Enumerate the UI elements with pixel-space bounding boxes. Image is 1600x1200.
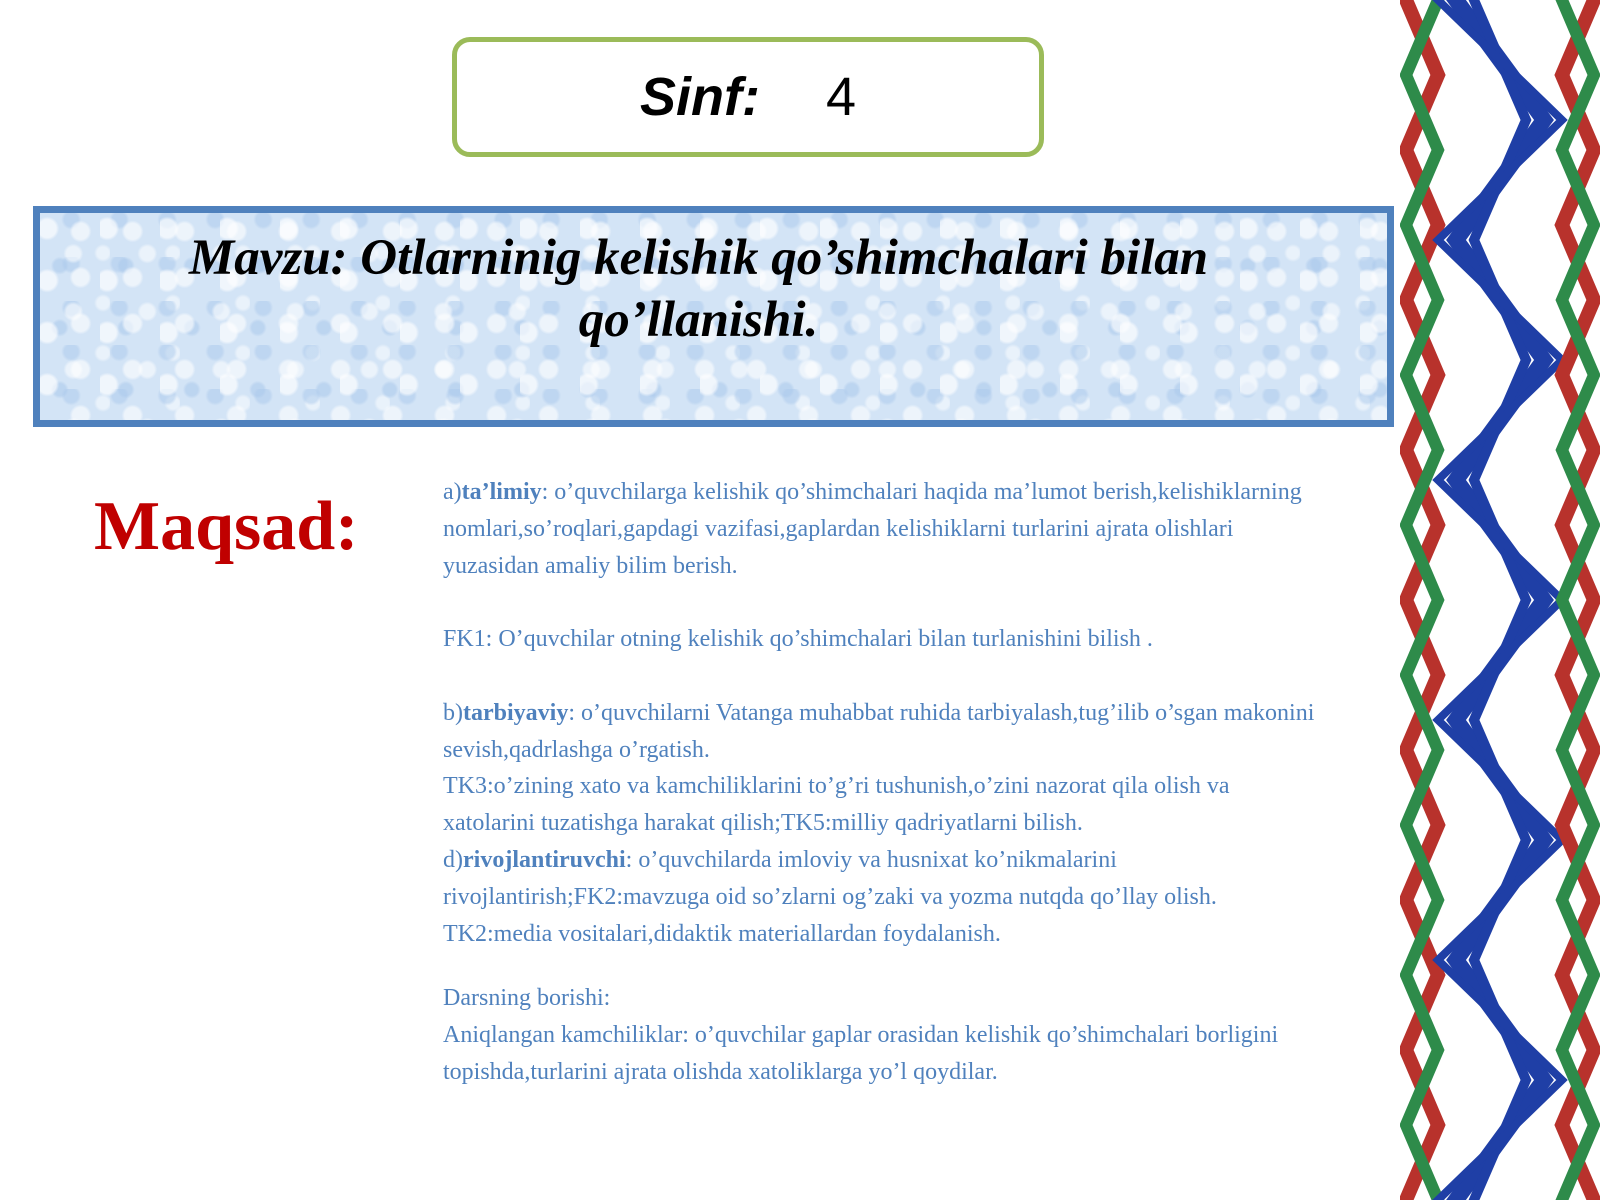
grade-box xyxy=(452,37,1044,157)
goal-upbringing-text: : o’quvchilarni Vatanga muhabbat ruhida tarbiyalash,tug’ilib o’sgan makonini sevish,qadrlashga o’rgatish. xyxy=(443,699,1315,763)
spacer xyxy=(443,584,1323,621)
spacer xyxy=(443,952,1323,980)
ornament-graphic xyxy=(1400,0,1600,1200)
topic-banner xyxy=(33,206,1394,427)
goal-developmental-text: : o’quvchilarda imloviy va husnixat ko’nikmalarini rivojlantirish;FK2:mavzuga oid so’zlarni og’zaki va yozma nutqda qo’llay olish. TK2:media vositalari,didaktik materiallardan foydalanish. xyxy=(443,846,1217,947)
competence-tk: TK3:o’zining xato va kamchiliklarini to’g’ri tushunish,o’zini nazorat qila olish va xatolarini tuzatishga harakat qilish;TK5:milliy qadriyatlarni bilish. xyxy=(443,773,1230,837)
goal-upbringing-term: tarbiyaviy xyxy=(463,699,569,726)
goal-heading: Maqsad: xyxy=(94,488,359,565)
goal-body xyxy=(443,474,1323,1091)
identified-shortcomings: Aniqlangan kamchiliklar: o’quvchilar gaplar orasidan kelishik qo’shimchalari borligini topishda,turlarini ajrata olishda xatoliklarga yo’l qoydilar. xyxy=(443,1022,1279,1085)
topic-title xyxy=(40,227,1387,351)
lesson-progress-heading: Darsning borishi: xyxy=(443,985,611,1012)
goal-upbringing-prefix: b) xyxy=(443,699,463,726)
uzbek-ikat-pattern-icon xyxy=(1400,0,1600,1200)
goal-educational-term: ta’limiy xyxy=(461,479,542,505)
goal-developmental-prefix: d) xyxy=(443,846,463,873)
competence-fk1: FK1: O’quvchilar otning kelishik qo’shimchalari bilan turlanishini bilish . xyxy=(443,626,1153,653)
topic-title-line2: qo’llanishi. xyxy=(578,292,819,348)
goal-educational-text: : o’quvchilarga kelishik qo’shimchalari haqida ma’lumot berish,kelishiklarning nomlari,so’roqlari,gapdagi vazifasi,gaplardan kelishiklarni turlarini ajrata olishlari yuzasidan amaliy bilim berish. xyxy=(443,479,1302,579)
goal-developmental-term: rivojlantiruvchi xyxy=(463,846,626,873)
goal-developmental xyxy=(443,842,1323,952)
topic-title-line1: Mavzu: Otlarninig kelishik qo’shimchalari bilan xyxy=(188,230,1209,286)
grade-label: Sinf: xyxy=(639,67,760,127)
goal-upbringing xyxy=(443,695,1323,769)
goal-educational xyxy=(443,474,1323,584)
grade-value: 4 xyxy=(825,67,857,127)
spacer xyxy=(443,658,1323,695)
goal-educational-prefix: a) xyxy=(443,479,462,505)
